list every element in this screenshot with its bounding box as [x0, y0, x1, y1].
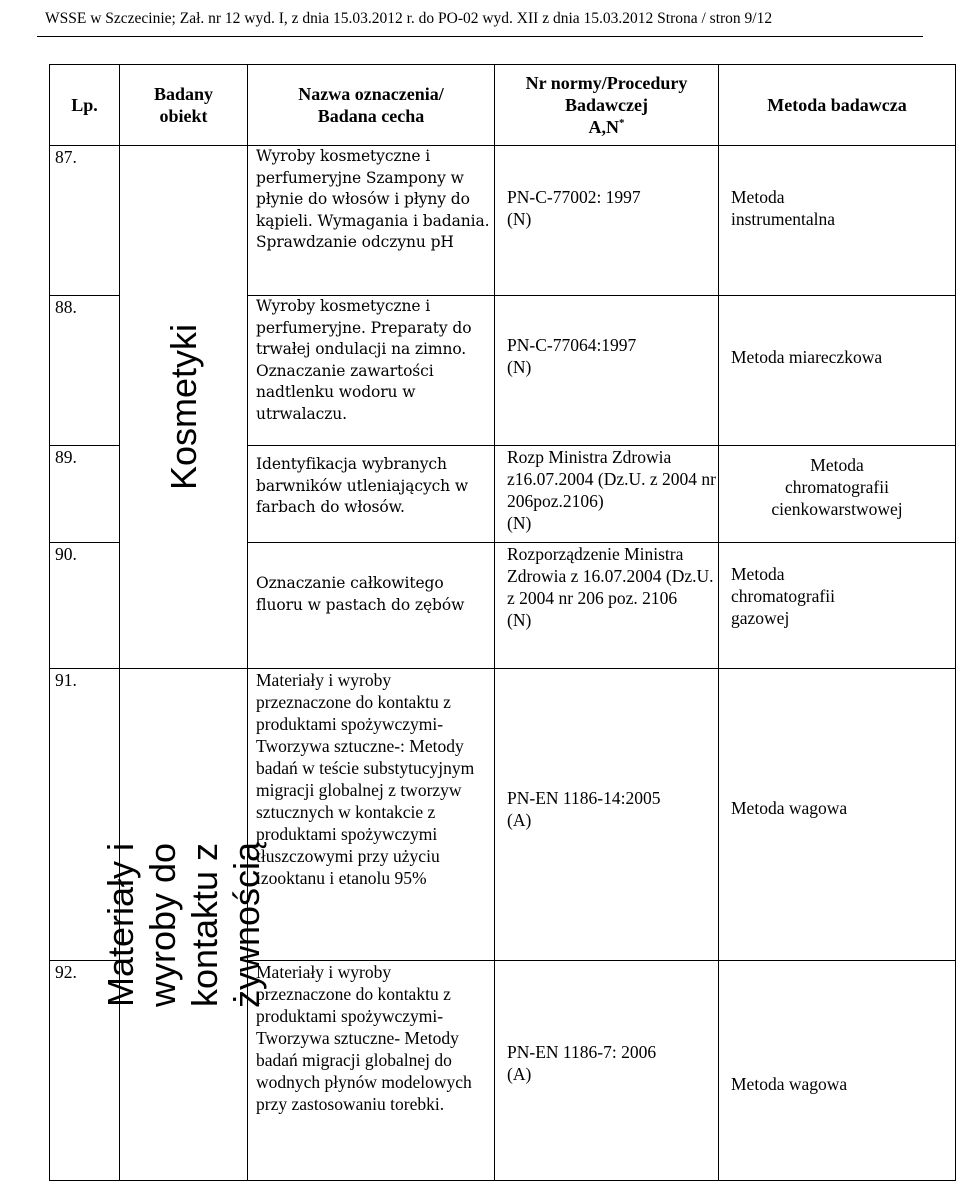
methods-table [49, 64, 956, 1181]
row-metoda: Metoda instrumentalna [719, 146, 956, 296]
page-header: WSSE w Szczecinie; Zał. nr 12 wyd. I, z dnia 15.03.2012 r. do PO-02 wyd. XII z dnia 15.03.2012 Strona / stron 9/12 [37, 0, 923, 37]
header-obiekt: Badany obiekt [120, 65, 248, 146]
row-metoda: Metoda wagowa [719, 669, 956, 961]
row-lp: 91. [50, 669, 120, 961]
row-norma: PN-C-77064:1997 (N) [495, 296, 719, 446]
row-norma: Rozp Ministra Zdrowia z16.07.2004 (Dz.U. z 2004 nr 206poz.2106) (N) [495, 446, 719, 543]
table-row [50, 669, 956, 961]
row-metoda: Metoda chromatografii gazowej [719, 543, 956, 669]
group-label-kosmetyki: Kosmetyki [162, 323, 204, 491]
group-cell-materialy [99, 669, 267, 1181]
row-metoda: Metoda chromatografii cienkowarstwowej [719, 446, 956, 543]
header-norma [495, 65, 719, 146]
group-label-materialy: Materiały i wyroby do kontaktu z żywnością [99, 841, 267, 1008]
row-norma: PN-EN 1186-14:2005 (A) [495, 669, 719, 961]
table-header-row [50, 65, 956, 146]
row-nazwa: Wyroby kosmetyczne i perfumeryjne. Preparaty do trwałej ondulacji na zimno. Oznaczanie zawartości nadtlenku wodoru w utrwalaczu. [248, 296, 495, 446]
header-norma-sup: * [619, 117, 625, 129]
row-norma: PN-EN 1186-7: 2006 (A) [495, 961, 719, 1181]
row-nazwa: Identyfikacja wybranych barwników utleniających w farbach do włosów. [248, 446, 495, 543]
row-lp: 90. [50, 543, 120, 669]
row-nazwa: Materiały i wyroby przeznaczone do kontaktu z produktami spożywczymi-Tworzywa sztuczne- Metody badań migracji globalnej do wodnych płynów modelowych przy zastosowaniu torebki. [248, 961, 495, 1181]
header-lp: Lp. [50, 65, 120, 146]
row-nazwa: Oznaczanie całkowitego fluoru w pastach do zębów [248, 543, 495, 669]
row-lp: 92. [50, 961, 120, 1181]
header-metoda: Metoda badawcza [719, 65, 956, 146]
row-lp: 89. [50, 446, 120, 543]
row-nazwa: Materiały i wyroby przeznaczone do kontaktu z produktami spożywczymi-Tworzywa sztuczne-: Metody badań w teście substytucyjnym migracji globalnej z tworzyw sztucznych w kontakcie z produktami spożywczymi tłuszczowymi przy użyciu izooktanu i etanolu 95% [248, 669, 495, 961]
header-norma-text: Nr normy/Procedury Badawczej A,N [525, 73, 688, 137]
row-norma: PN-C-77002: 1997 (N) [495, 146, 719, 296]
row-lp: 87. [50, 146, 120, 296]
row-lp: 88. [50, 296, 120, 446]
group-cell-kosmetyki [120, 146, 248, 669]
row-metoda: Metoda wagowa [719, 961, 956, 1181]
row-norma: Rozporządzenie Ministra Zdrowia z 16.07.2004 (Dz.U. z 2004 nr 206 poz. 2106 (N) [495, 543, 719, 669]
row-nazwa: Wyroby kosmetyczne i perfumeryjne Szampony w płynie do włosów i płyny do kąpieli. Wymagania i badania. Sprawdzanie odczynu pH [248, 146, 495, 296]
table-row [50, 146, 956, 296]
row-metoda: Metoda miareczkowa [719, 296, 956, 446]
header-nazwa: Nazwa oznaczenia/ Badana cecha [248, 65, 495, 146]
